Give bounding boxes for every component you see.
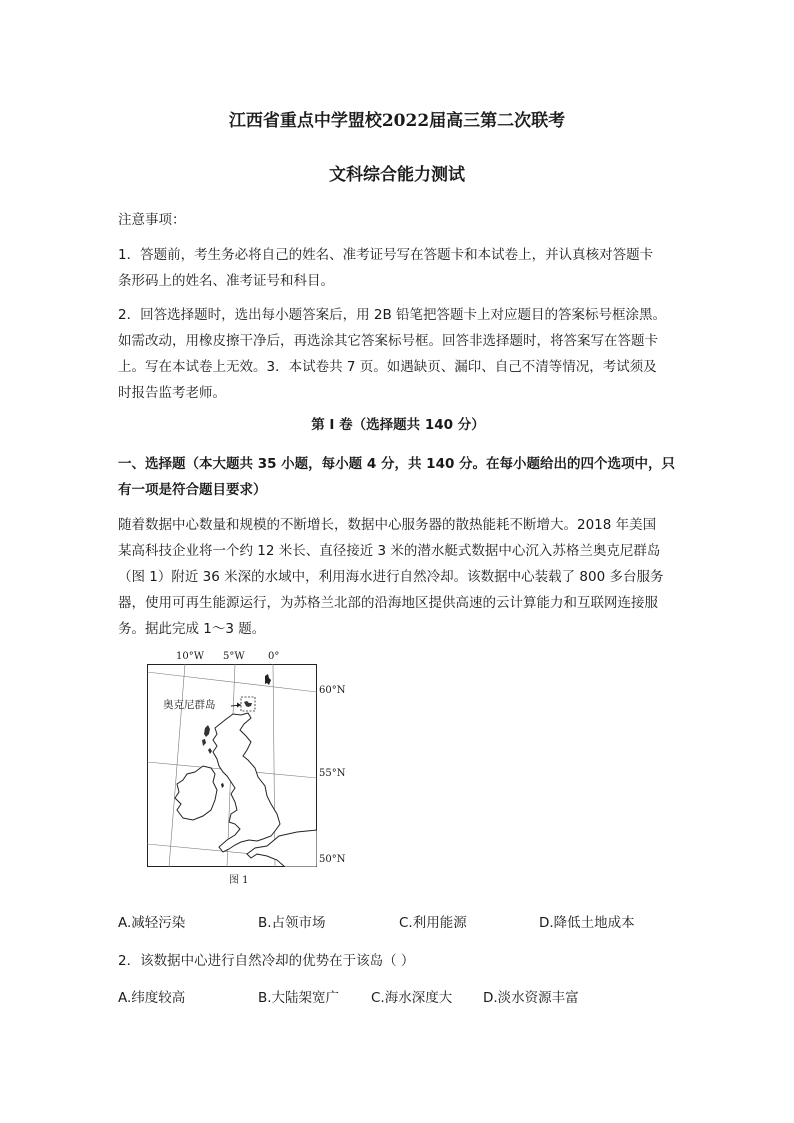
notice-item-2: 2．回答选择题时，选出每小题答案后，用 2B 铅笔把答题卡上对应题目的答案标号框涂黑。 如需改动，用橡皮擦干净后，再选涂其它答案标号框。回答非选择题时，将答案写在答题卡 上。写在本试卷上无效。3．本试卷共 7 页。如遇缺页、漏印、自己不清等情况，考试须及 时报告监考老师。 [118, 307, 667, 401]
q1-option-d: D.降低土地成本 [539, 915, 635, 931]
q2-option-c: C.海水深度大 [371, 990, 453, 1006]
lat-label-50n: 50°N [319, 854, 346, 865]
lat-label-55n: 55°N [319, 768, 346, 779]
lat-label-60n: 60°N [319, 685, 346, 696]
lon-label-0: 0° [268, 651, 280, 662]
q1-option-c: C.利用能源 [399, 915, 467, 931]
map-figure [147, 664, 317, 867]
exam-title: 江西省重点中学盟校2022届高三第二次联考 [228, 111, 566, 131]
q2-text: 2．该数据中心进行自然冷却的优势在于该岛（ ） [118, 953, 415, 969]
orkney-label: 奥克尼群岛 [163, 699, 216, 711]
q2-option-d: D.淡水资源丰富 [483, 990, 579, 1006]
lon-label-5w: 5°W [223, 651, 245, 662]
q1-option-a: A.减轻污染 [118, 915, 186, 931]
q2-option-b: B.大陆架宽广 [258, 990, 340, 1006]
section-title: 第 I 卷（选择题共 140 分） [311, 417, 485, 433]
british-isles-map [147, 664, 317, 867]
exam-subtitle: 文科综合能力测试 [329, 165, 465, 185]
reading-passage: 随着数据中心数量和规模的不断增长，数据中心服务器的散热能耗不断增大。2018 年美国 某高科技企业将一个约 12 米长、直径接近 3 米的潜水艇式数据中心沉入苏格兰奥克尼群岛 （图 1）附近 36 米深的水域中，利用海水进行自然冷却。该数据中心装载了 800 多台服务 器，使用可再生能源运行，为苏格兰北部的沿海地区提供高速的云计算能力和互联网连接服 务。据此完成 1～3 题。 [118, 517, 664, 637]
notice-item-1: 1．答题前，考生务必将自己的姓名、准考证号写在答题卡和本试卷上，并认真核对答题卡 条形码上的姓名、准考证号和科目。 [118, 247, 654, 289]
section-instructions: 一、选择题（本大题共 35 小题，每小题 4 分，共 140 分。在每小题给出的四个选项中，只 有一项是符合题目要求） [118, 456, 676, 498]
figure-caption: 图 1 [229, 875, 249, 886]
q1-option-b: B.占领市场 [258, 915, 326, 931]
lon-label-10w: 10°W [176, 651, 205, 662]
q2-option-a: A.纬度较高 [118, 990, 186, 1006]
notice-heading: 注意事项： [118, 212, 186, 228]
